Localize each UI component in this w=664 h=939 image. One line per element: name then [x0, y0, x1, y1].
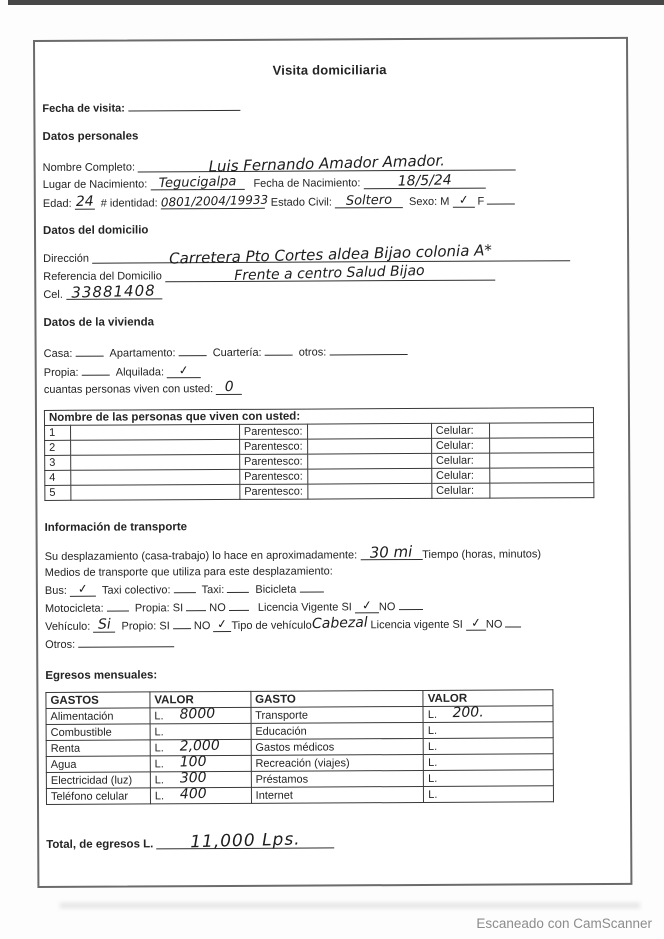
- lempira-prefix: L.: [427, 740, 438, 753]
- moto-propia-si-field: [186, 599, 206, 611]
- edad-line: [43, 192, 618, 212]
- bus-checkmark: ✓: [77, 581, 89, 597]
- medios-label: Medios de transporte que utiliza para este desplazamiento:: [44, 565, 333, 579]
- persona-num: 1: [45, 425, 71, 440]
- lempira-prefix: L.: [428, 756, 438, 769]
- vehiculo-label: Vehículo:: [45, 620, 91, 633]
- fecha-visita-label: Fecha de visita:: [42, 102, 125, 115]
- persona-nombre-cell: [71, 454, 240, 470]
- egresos-header-gastos: GASTOS: [46, 692, 150, 709]
- apartamento-label: Apartamento:: [109, 347, 176, 360]
- bus-field: [70, 581, 96, 597]
- otros-transporte-line: [45, 633, 620, 653]
- lempira-prefix: L.: [154, 757, 164, 770]
- parentesco-label: Parentesco:: [239, 454, 307, 469]
- total-egresos-handwriting: 11,000 Lps.: [190, 829, 301, 853]
- section-datos-personales: Datos personales: [42, 130, 139, 143]
- sexo-label: Sexo: M: [408, 195, 450, 209]
- sexo-m-checkmark: ✓: [457, 192, 470, 208]
- lugar-nacimiento-label: Lugar de Nacimiento:: [42, 178, 148, 191]
- vehiculo-no-label: NO: [193, 620, 211, 633]
- bus-label: Bus:: [44, 584, 67, 597]
- licencia-no-field: [398, 598, 422, 610]
- gasto-label: Alimentación: [46, 708, 150, 725]
- valor-cell: [150, 707, 251, 724]
- persona-num: 5: [45, 485, 71, 500]
- personas-conviven-line: [44, 380, 619, 398]
- fecha-visita-line: [42, 97, 617, 117]
- alquilada-checkmark: ✓: [178, 362, 190, 378]
- licencia2-no-field: [505, 615, 521, 627]
- nombre-line: [42, 151, 618, 176]
- otros-vivienda-label: otros:: [298, 346, 327, 359]
- direccion-handwriting: Carretera Pto Cortes aldea Bijao colonia A*: [169, 241, 493, 268]
- personas-table-header: Nombre de las personas que viven con usted:: [44, 408, 593, 426]
- nombre-label: Nombre Completo:: [42, 161, 136, 174]
- celular-label: Celular:: [431, 468, 489, 483]
- estado-civil-handwriting: Soltero: [345, 192, 393, 209]
- valor-handwriting: 200.: [452, 703, 485, 721]
- valor-cell: [424, 786, 554, 803]
- identidad-label: # identidad:: [100, 197, 158, 210]
- personas-table: [44, 407, 594, 501]
- persona-nombre-cell: [70, 424, 239, 440]
- propia-field: [82, 364, 110, 376]
- motocicleta-label: Motocicleta:: [44, 602, 104, 615]
- fecha-nacimiento-label: Fecha de Nacimiento:: [253, 177, 361, 190]
- gasto-label: Combustible: [46, 724, 150, 741]
- lempira-prefix: L.: [154, 773, 164, 786]
- section-egresos: Egresos mensuales:: [45, 669, 158, 682]
- valor-handwriting: 2,000: [179, 737, 221, 755]
- celular-label: Celular:: [431, 423, 489, 438]
- nacimiento-line: [42, 172, 618, 193]
- scan-shadow-artifact: [60, 903, 640, 908]
- gasto-label: Renta: [46, 740, 150, 757]
- egresos-header-valor2: VALOR: [423, 690, 553, 707]
- gasto-label: Educación: [251, 722, 424, 739]
- persona-nombre-cell: [71, 469, 240, 485]
- egresos-table: [45, 689, 554, 805]
- taxi-label: Taxi:: [201, 584, 225, 597]
- celular-label: Celular:: [432, 483, 490, 498]
- lempira-prefix: L.: [154, 725, 164, 738]
- scan-edge-artifact: [8, 0, 664, 5]
- lempira-prefix: L.: [154, 789, 165, 802]
- alquilada-label: Alquilada:: [115, 366, 165, 379]
- celular-cell: [489, 423, 593, 439]
- edad-handwriting: 24: [75, 193, 94, 210]
- celular-cell: [489, 468, 593, 484]
- bus-line: [45, 579, 620, 599]
- taxi-field: [227, 581, 249, 593]
- gasto-label: Agua: [46, 756, 150, 773]
- taxi-colectivo-field: [174, 581, 196, 593]
- parentesco-label: Parentesco:: [240, 469, 308, 484]
- motocicleta-line: [45, 597, 620, 617]
- celular-label: Celular:: [431, 453, 489, 468]
- bicicleta-label: Bicicleta: [255, 583, 297, 596]
- valor-cell: [424, 754, 554, 771]
- licencia2-checkmark: ✓: [470, 615, 482, 631]
- personas-conviven-label: cuantas personas viven con usted:: [43, 383, 214, 396]
- referencia-label: Referencia del Domicilio: [43, 270, 162, 283]
- parentesco-cell: [307, 483, 431, 499]
- nombre-handwriting: Luis Fernando Amador Amador.: [208, 151, 446, 176]
- celular-cell: [489, 453, 593, 469]
- sexo-f-label: F: [477, 195, 485, 208]
- sexo-f-field: [487, 192, 515, 204]
- persona-num: 3: [45, 455, 71, 470]
- valor-handwriting: 100: [179, 753, 207, 771]
- licencia-si-checkmark: ✓: [361, 597, 373, 613]
- direccion-field: [92, 241, 570, 268]
- egresos-row-telefono: [46, 786, 553, 805]
- section-transporte: Información de transporte: [44, 521, 188, 534]
- parentesco-label: Parentesco:: [240, 484, 308, 499]
- parentesco-cell: [307, 423, 431, 439]
- parentesco-cell: [307, 468, 431, 484]
- licencia-si-field: [355, 597, 379, 613]
- total-egresos-field: [157, 829, 335, 853]
- lempira-prefix: L.: [427, 724, 438, 737]
- licencia-no-label: NO: [378, 601, 396, 614]
- persona-num: 4: [45, 470, 71, 485]
- desplazamiento-handwriting: 30 mi: [369, 542, 413, 562]
- referencia-field: [165, 262, 495, 284]
- alquilada-field: [167, 362, 201, 378]
- gasto-label: Gastos médicos: [251, 738, 424, 755]
- gasto-label: Préstamos: [251, 770, 424, 787]
- celular-label: Celular:: [431, 438, 489, 453]
- fecha-nacimiento-field: [363, 172, 485, 190]
- tipo-vehiculo-label: Tipo de vehículo: [231, 619, 312, 632]
- lugar-handwriting: Tegucigalpa: [158, 174, 237, 192]
- gasto-label: Internet: [251, 786, 424, 803]
- form-page: [33, 37, 632, 888]
- cuarteria-field: [265, 344, 293, 356]
- bicicleta-field: [299, 580, 323, 592]
- lempira-prefix: L.: [427, 708, 438, 721]
- tenencia-line: [44, 361, 619, 381]
- tipo-vivienda-line: [44, 342, 619, 362]
- direccion-line: [43, 241, 618, 268]
- propia-label: Propia:: [43, 366, 79, 379]
- otros-transporte-field: [78, 635, 174, 648]
- celular-label: Cel.: [43, 288, 63, 301]
- celular-field: [66, 281, 162, 302]
- lempira-prefix: L.: [154, 741, 164, 754]
- celular-cell: [489, 438, 593, 454]
- parentesco-cell: [307, 438, 431, 454]
- casa-label: Casa:: [43, 347, 73, 360]
- egresos-header-valor1: VALOR: [150, 691, 251, 708]
- apartamento-field: [179, 344, 207, 356]
- camscanner-watermark: Escaneado con CamScanner: [476, 916, 652, 931]
- fecha-visita-field: [128, 99, 240, 112]
- direccion-label: Dirección: [43, 252, 90, 265]
- egresos-header-gasto: GASTO: [251, 690, 424, 707]
- valor-handwriting: 400: [179, 785, 207, 803]
- lempira-prefix: L.: [428, 772, 438, 785]
- gasto-label: Transporte: [251, 706, 424, 723]
- lempira-prefix: L.: [154, 709, 164, 722]
- vehiculo-line: [45, 615, 620, 635]
- fecha-nac-handwriting: 18/5/24: [397, 172, 452, 190]
- vehiculo-handwriting: Si: [97, 616, 111, 633]
- sexo-m-field: [452, 192, 474, 208]
- gasto-label: Electricidad (luz): [46, 772, 150, 789]
- total-egresos-line: [46, 829, 621, 853]
- valor-cell: [424, 770, 554, 787]
- parentesco-label: Parentesco:: [239, 424, 307, 439]
- parentesco-label: Parentesco:: [239, 439, 307, 454]
- vehiculo-propio-si-field: [173, 617, 191, 629]
- persona-nombre-cell: [71, 439, 240, 455]
- otros-transporte-label: Otros:: [45, 638, 76, 651]
- licencia2-no-label: NO: [485, 618, 503, 631]
- total-egresos-label: Total, de egresos L.: [46, 838, 154, 851]
- tipo-vehiculo-handwriting: Cabezal: [311, 614, 368, 633]
- estado-civil-label: Estado Civil:: [270, 196, 332, 209]
- nombre-field: [138, 151, 516, 176]
- moto-propia-si-label: Propia: SI: [134, 602, 184, 615]
- edad-label: Edad:: [42, 197, 72, 210]
- gasto-label: Teléfono celular: [46, 788, 150, 805]
- cuarteria-label: Cuartería:: [212, 346, 262, 360]
- licencia2-si-field: [466, 615, 486, 631]
- parentesco-cell: [307, 453, 431, 469]
- valor-cell: [423, 738, 553, 755]
- motocicleta-field: [107, 600, 129, 612]
- valor-handwriting: 300: [179, 769, 207, 787]
- personas-conviven-handwriting: 0: [224, 378, 234, 396]
- celular-line: [43, 281, 618, 303]
- valor-handwriting: 8000: [179, 705, 216, 723]
- referencia-handwriting: Frente a centro Salud Bijao: [234, 262, 426, 284]
- section-datos-domicilio: Datos del domicilio: [42, 224, 149, 237]
- form-title: Visita domiciliaria: [272, 62, 387, 78]
- tiempo-label: Tiempo (horas, minutos): [422, 548, 542, 561]
- casa-field: [75, 345, 103, 357]
- persona-row-5: [45, 483, 594, 501]
- personas-conviven-field: [216, 378, 242, 396]
- valor-cell: [423, 703, 553, 723]
- desplazamiento-field: [360, 542, 422, 562]
- persona-num: 2: [45, 440, 71, 455]
- licencia-vigente-label: Licencia Vigente SI: [257, 601, 352, 614]
- edad-field: [75, 193, 95, 210]
- medios-line: [45, 563, 620, 581]
- otros-vivienda-field: [329, 343, 407, 355]
- valor-cell: [423, 722, 553, 739]
- valor-cell: [150, 787, 251, 804]
- taxi-colectivo-label: Taxi colectivo:: [101, 584, 171, 597]
- vehiculo-no-checkmark: ✓: [216, 616, 229, 632]
- licencia2-label: Licencia vigente SI: [370, 618, 463, 632]
- lugar-nacimiento-field: [150, 174, 244, 192]
- celular-handwriting: 33881408: [71, 281, 157, 302]
- estado-civil-field: [335, 192, 403, 209]
- desplazamiento-line: [44, 542, 620, 565]
- desplazamiento-label: Su desplazamiento (casa-trabajo) lo hace en aproximadamente:: [44, 549, 358, 563]
- moto-no-label: NO: [209, 601, 226, 615]
- moto-no-field: [229, 599, 249, 611]
- vehiculo-no-field: [213, 616, 231, 632]
- vehiculo-propio-si-label: Propio: SI: [121, 620, 170, 633]
- lempira-prefix: L.: [428, 788, 438, 801]
- persona-nombre-cell: [71, 484, 240, 500]
- identidad-handwriting: 0801/2004/19933: [160, 192, 269, 210]
- section-datos-vivienda: Datos de la vivienda: [43, 316, 155, 329]
- gasto-label: Recreación (viajes): [251, 754, 424, 771]
- vehiculo-field: [93, 616, 115, 633]
- identidad-field: [160, 192, 269, 210]
- celular-cell: [489, 483, 593, 499]
